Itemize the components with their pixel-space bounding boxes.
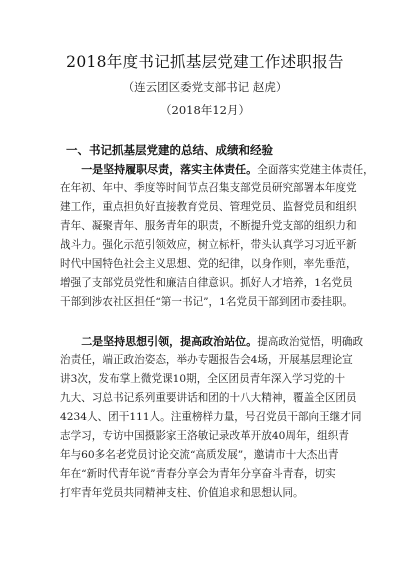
paragraph-line: 干部到涉农社区担任“第一书记”，1名党员干部到团市委挂职。 (60, 296, 354, 308)
section-heading: 一、书记抓基层党建的总结、成绩和经验 (66, 143, 273, 157)
paragraph-line: 时代中国特色社会主义思想、党的纪律，以身作则，率先垂范， (60, 258, 357, 270)
paragraph-text: 提高政治觉悟，明确政 (257, 336, 364, 348)
paragraph-line: 讲3次，发布掌上微党课10期，全区团员青年深入学习党的十 (60, 373, 346, 385)
paragraph-1 (60, 160, 374, 312)
paragraph-line: 年在“新时代青年说”青春分享会为青年分享奋斗青春，切实 (60, 468, 336, 480)
document-title: 2018年度书记抓基层党建工作述职报告 (66, 53, 344, 71)
paragraph-line: 九大、习总书记系列重要讲话和团的十八大精神，覆盖全区团员 (60, 392, 357, 404)
paragraph-line: 打牢青年党员共同精神支柱、价值追求和思想认同。 (60, 487, 304, 499)
paragraph-line: 年与60多名老党员讨论交流“高质发展”，邀请市十大杰出青 (60, 449, 339, 461)
document-date: （2018年12月） (160, 103, 250, 117)
paragraph-lead: 一是坚持履职尽责，落实主体责任。 (81, 163, 258, 176)
paragraph-line: 青年、凝聚青年、服务青年的职责，不断提升党支部的组织力和 (60, 220, 357, 232)
paragraph-line: 4234人、团干111人。注重榜样力量，号召党员干部向王继才同 (60, 411, 362, 423)
paragraph-line: 在年初、年中、季度等时间节点召集支部党员研究部署本年度党 (60, 182, 357, 194)
paragraph-2 (60, 332, 364, 503)
paragraph-text: 全面落实党建主体责任， (257, 164, 374, 176)
paragraph-lead: 二是坚持思想引领，提高政治站位。 (81, 335, 258, 348)
paragraph-line: 志学习，专访中国摄影家王洛敏记录改革开放40周年，组织青 (60, 430, 349, 442)
paragraph-line: 增强了支部党员党性和廉洁自律意识。抓好人才培养，1名党员 (60, 277, 353, 289)
paragraph-line (60, 160, 374, 179)
document-subtitle: （连云团区委党支部书记 赵虎） (122, 80, 288, 94)
paragraph-line: 战斗力。强化示范引领效应，树立标杆，带头认真学习习近平新 (60, 239, 357, 251)
paragraph-line: 建工作，重点担负好直接教育党员、管理党员、监督党员和组织 (60, 201, 357, 213)
paragraph-line: 治责任，端正政治姿态，举办专题报告会4场，开展基层理论宣 (60, 354, 353, 366)
paragraph-line (60, 332, 364, 351)
